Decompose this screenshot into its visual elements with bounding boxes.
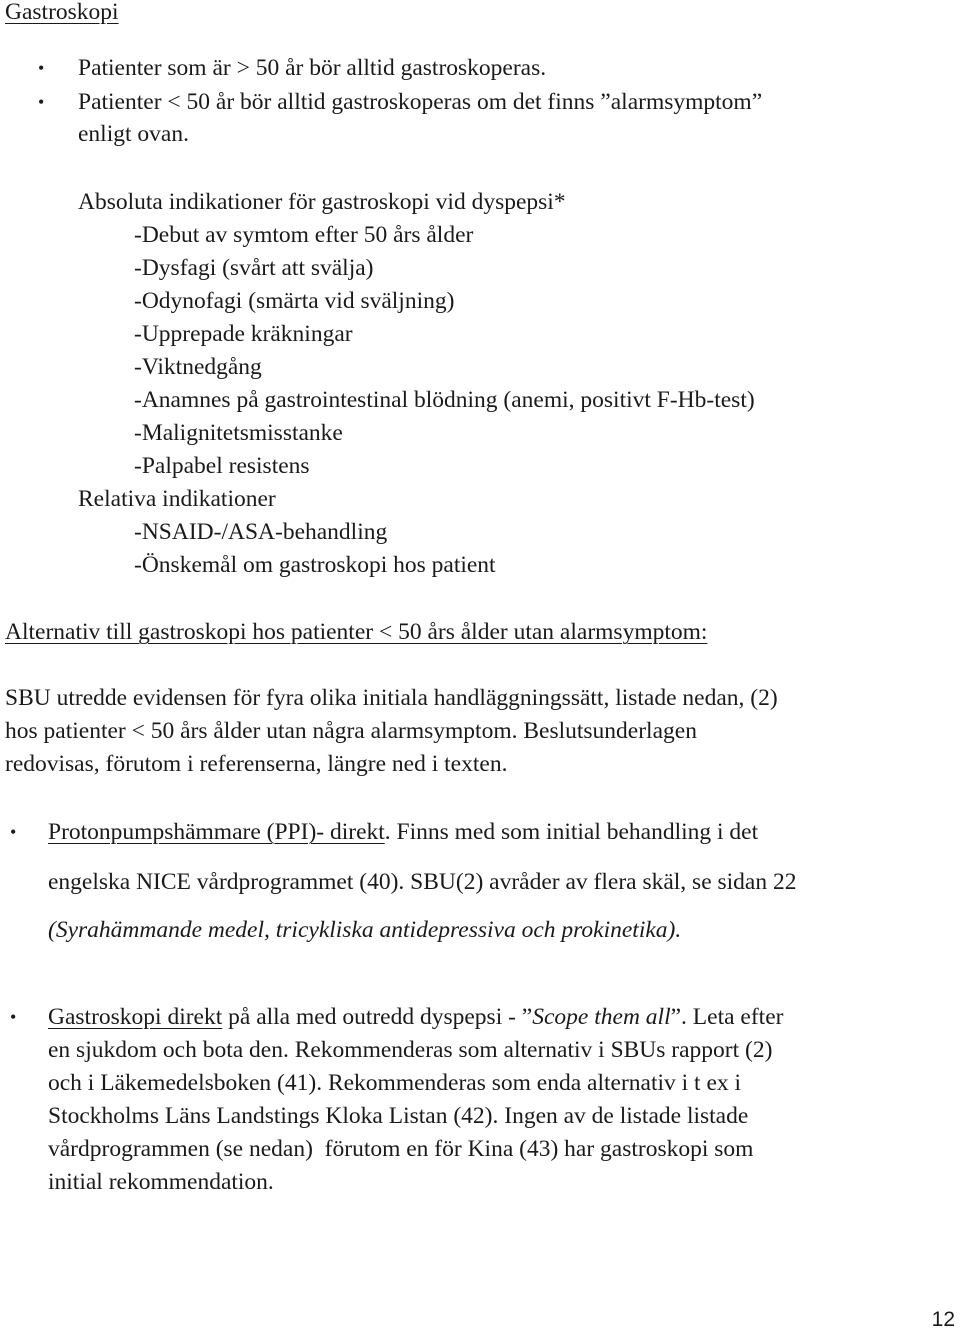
gastro-item-line: Stockholms Läns Landstings Kloka Listan (42). Ingen av de listade listade	[48, 1103, 749, 1129]
gastro-item-line: en sjukdom och bota den. Rekommenderas som alternativ i SBUs rapport (2)	[48, 1037, 773, 1063]
indication-item: -Malignitetsmisstanke	[134, 420, 343, 446]
indication-item: -Upprepade kräkningar	[134, 321, 353, 347]
page-heading: Gastroskopi	[5, 0, 119, 25]
indication-item: -Odynofagi (smärta vid sväljning)	[134, 288, 455, 314]
relative-indications-title: Relativa indikationer	[78, 486, 276, 512]
gastro-item-line: vårdprogrammen (se nedan) förutom en för Kina (43) har gastroskopi som	[48, 1136, 754, 1162]
paragraph-line: hos patienter < 50 års ålder utan några alarmsymptom. Beslutsunderlagen	[5, 718, 697, 744]
bullet-marker: •	[38, 92, 45, 112]
bullet-marker: •	[10, 1007, 17, 1027]
scope-them-all: Scope them all	[532, 1004, 671, 1030]
page-number: 12	[931, 1308, 955, 1331]
gastro-item-line: och i Läkemedelsboken (41). Rekommenderas som enda alternativ i t ex i	[48, 1070, 742, 1096]
ppi-item-line3: (Syrahämmande medel, tricykliska antidepressiva och prokinetika).	[48, 917, 682, 943]
indication-item: -NSAID-/ASA-behandling	[134, 519, 388, 545]
indication-item: -Debut av symtom efter 50 års ålder	[134, 222, 474, 248]
indication-item: -Anamnes på gastrointestinal blödning (anemi, positivt F-Hb-test)	[134, 387, 755, 413]
intro-bullet-1: Patienter som är > 50 år bör alltid gastroskoperas.	[78, 55, 547, 81]
ppi-link[interactable]: Protonpumpshämmare (PPI)- direkt	[48, 819, 385, 845]
intro-bullet-2: Patienter < 50 år bör alltid gastroskoperas om det finns ”alarmsymptom”	[78, 89, 763, 115]
ppi-item-line1	[48, 816, 758, 849]
indication-item: -Palpabel resistens	[134, 453, 310, 479]
gastro-item-line1	[48, 1001, 783, 1034]
indication-item: -Önskemål om gastroskopi hos patient	[134, 552, 496, 578]
bullet-marker: •	[10, 822, 17, 842]
bullet-marker: •	[38, 58, 45, 78]
ppi-text: . Finns med som initial behandling i det	[384, 819, 759, 845]
absolute-indications-title: Absoluta indikationer för gastroskopi vid dyspepsi*	[78, 189, 566, 215]
indication-item: -Dysfagi (svårt att svälja)	[134, 255, 374, 281]
indication-item: -Viktnedgång	[134, 354, 262, 380]
paragraph-line: redovisas, förutom i referenserna, längre ned i texten.	[5, 751, 508, 777]
paragraph-line: SBU utredde evidensen för fyra olika initiala handläggningssätt, listade nedan, (2)	[5, 685, 778, 711]
ppi-item-line2: engelska NICE vårdprogrammet (40). SBU(2) avråder av flera skäl, se sidan 22	[48, 869, 797, 895]
intro-bullet-2-continued: enligt ovan.	[78, 121, 189, 147]
gastro-text: på alla med outredd dyspepsi - ”	[222, 1004, 533, 1030]
gastro-item-line: initial rekommendation.	[48, 1169, 274, 1195]
gastro-text: ”. Leta efter	[670, 1004, 784, 1030]
gastroskopi-direkt-link[interactable]: Gastroskopi direkt	[48, 1004, 223, 1030]
alternative-heading: Alternativ till gastroskopi hos patienter < 50 års ålder utan alarmsymptom:	[5, 619, 708, 645]
